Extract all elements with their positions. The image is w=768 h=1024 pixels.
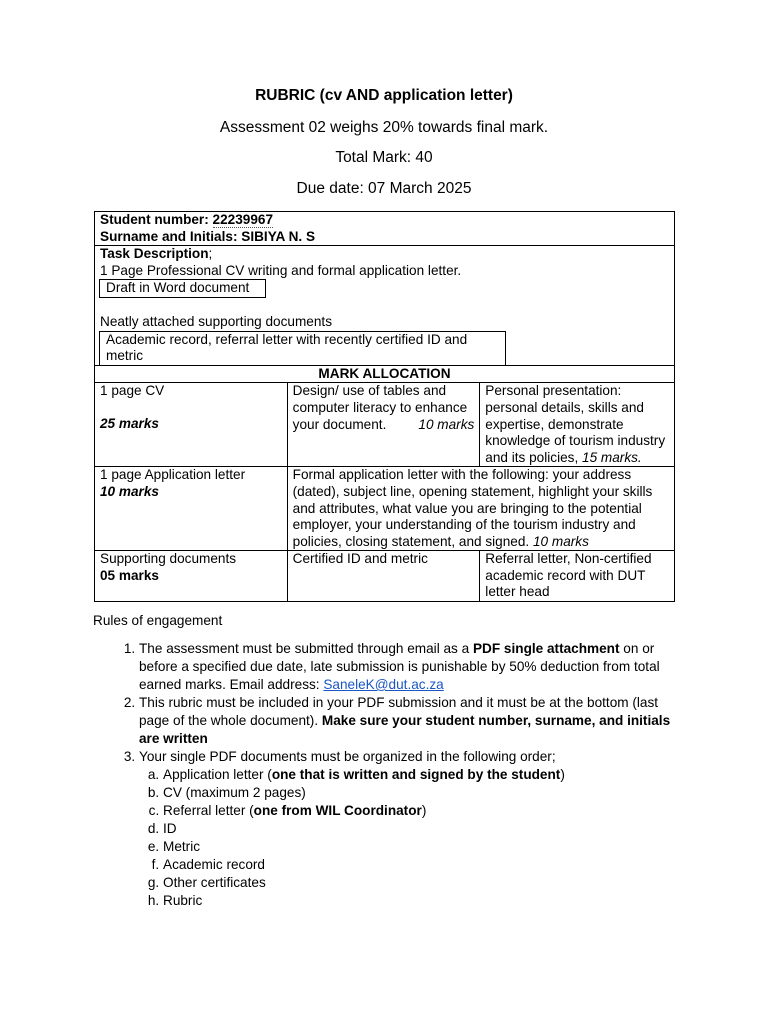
table-row (95, 551, 675, 602)
due-date: Due date: 07 March 2025 (296, 180, 472, 197)
rubric-title: RUBRIC (cv AND application letter) (255, 87, 513, 104)
list-item: g. Other certificates (163, 874, 683, 892)
list-item: b. CV (maximum 2 pages) (163, 784, 683, 802)
rubric-table (94, 211, 675, 602)
rules-title: Rules of engagement (93, 613, 223, 628)
list-item: 2. This rubric must be included in your PDF submission and it must be at the bottom (last page of the whole document). Make sure your student number, surname, and initials are written (139, 694, 683, 748)
list-item: a. Application letter (one that is written and signed by the student) (163, 766, 683, 784)
assessment-weight: Assessment 02 weighs 20% towards final mark. (219, 119, 549, 136)
task-description: 1 Page Professional CV writing and formal application letter. (100, 262, 462, 278)
row-label: 1 page CV (100, 383, 165, 399)
row-label: 1 page Application letter (100, 467, 246, 483)
mark-allocation-title: MARK ALLOCATION (95, 365, 675, 383)
list-item: 3. Your single PDF documents must be organized in the following order; a. Application letter (one that is written and signed by the student) b. CV (maximum 2 pages) c. Referral letter (one from WIL Coordinator) d. ID e. Metric f. Academic record g. Other certificates h. Rubric (139, 748, 683, 910)
cell-text: Formal application letter with the following: your address (dated), subject line, opening statement, highlight your skills and attributes, what value you are bringing to the potential employer, your understanding of the tourism industry and policies, closing statement, and signed. 10 marks (292, 467, 653, 549)
student-name-value: SIBIYA N. S (241, 228, 316, 244)
rules-list (93, 640, 683, 910)
row-marks: 25 marks (100, 415, 159, 431)
student-name: Surname and Initials: SIBIYA N. S (100, 228, 316, 244)
allocation-header-row (95, 365, 675, 383)
cell-text: Referral letter, Non-certified academic record with DUT letter head (485, 551, 652, 600)
draft-box: Draft in Word document (99, 279, 266, 298)
row-marks: 05 marks (100, 567, 159, 583)
student-number: Student number: 22239967 (100, 212, 274, 227)
cell-text: Certified ID and metric (292, 551, 428, 567)
row-marks: 10 marks (100, 483, 159, 499)
list-item: c. Referral letter (one from WIL Coordinator) (163, 802, 683, 820)
student-number-value: 22239967 (212, 212, 274, 227)
total-mark: Total Mark: 40 (335, 149, 433, 166)
cell-text: Design/ use of tables and computer literacy to enhance your document. 10 marks (292, 383, 475, 432)
student-row (95, 212, 675, 246)
table-row (95, 467, 675, 551)
list-item: h. Rubric (163, 892, 683, 910)
task-row (95, 246, 675, 366)
list-item: e. Metric (163, 838, 683, 856)
list-item: f. Academic record (163, 856, 683, 874)
list-item: d. ID (163, 820, 683, 838)
email-link[interactable]: SaneleK@dut.ac.za (323, 677, 444, 692)
supporting-label: Neatly attached supporting documents (100, 313, 332, 329)
order-list (139, 766, 683, 910)
table-row (95, 383, 675, 467)
rules-section (93, 612, 683, 910)
task-label: Task Description; (100, 246, 213, 262)
row-label: Supporting documents (100, 551, 237, 567)
docs-box: Academic record, referral letter with recently certified ID and metric (99, 331, 506, 365)
list-item: 1. The assessment must be submitted through email as a PDF single attachment on or before a specified due date, late submission is punishable by 50% deduction from total earned marks. Email address: SaneleK@dut.ac.za (139, 640, 683, 694)
cell-text: Personal presentation: personal details, skills and expertise, demonstrate knowledge of tourism industry and its policies, 15 marks. (485, 383, 666, 465)
